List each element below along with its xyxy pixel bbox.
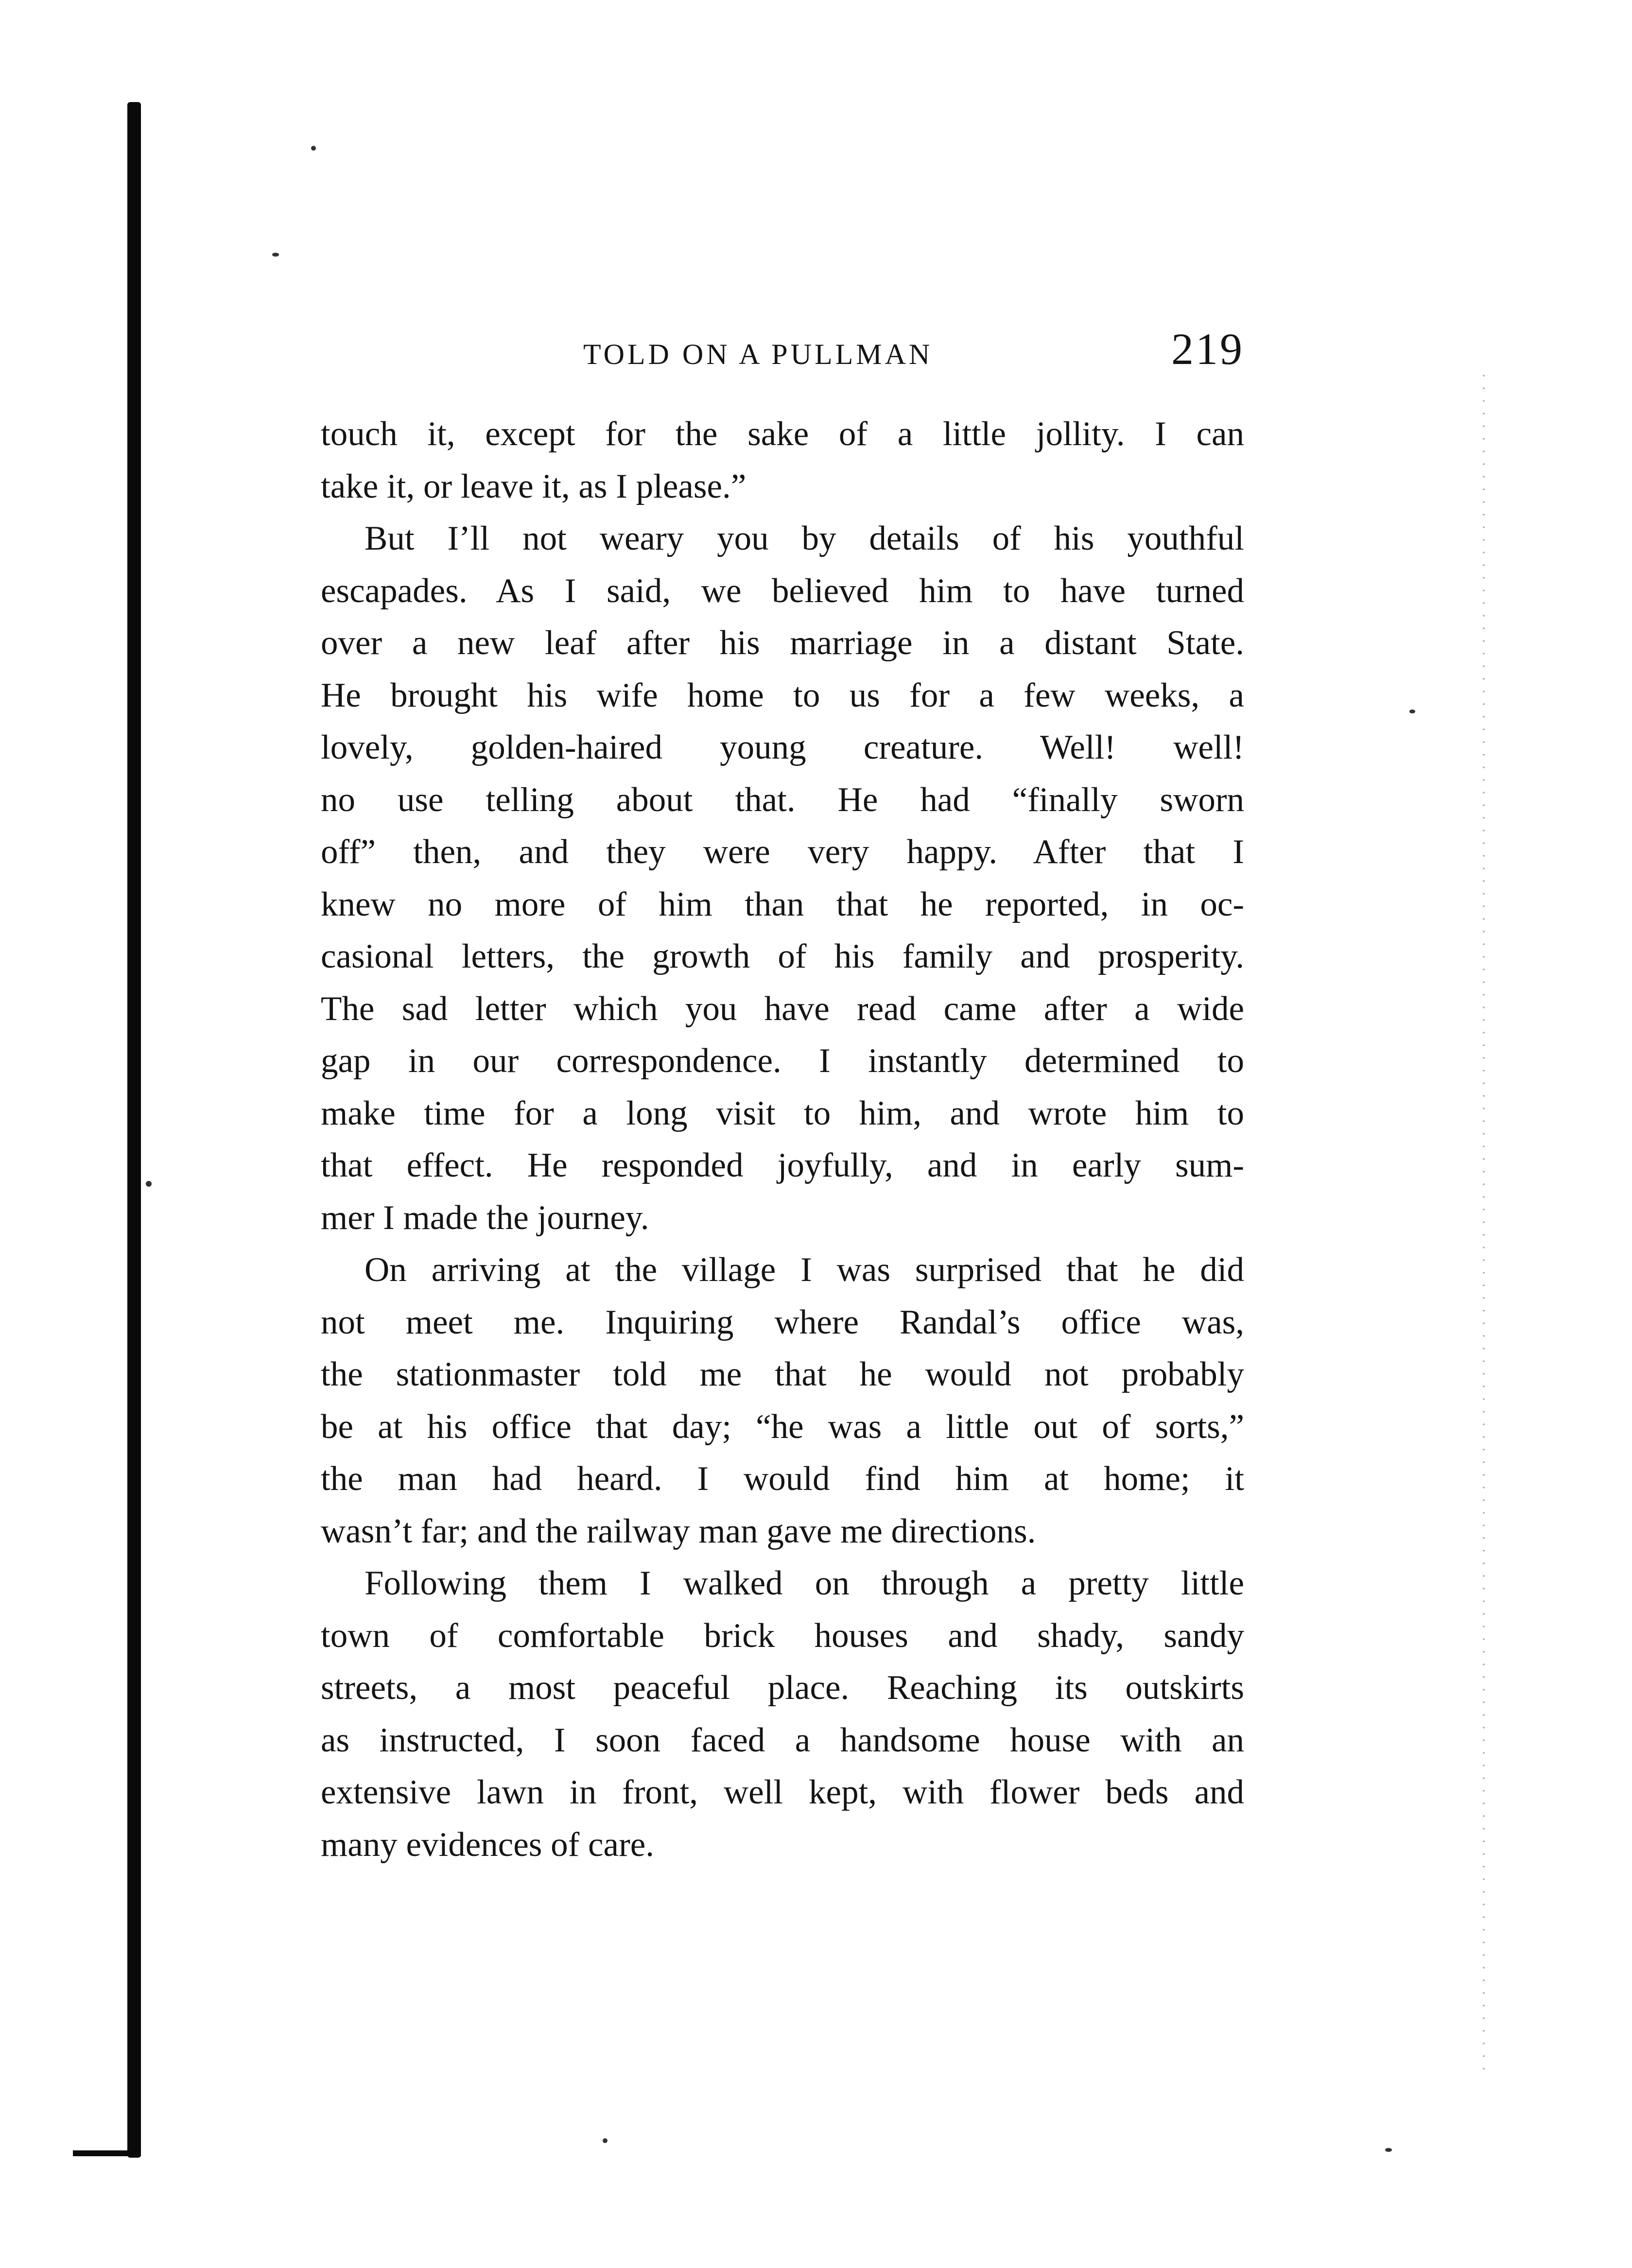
text-line: The sad letter which you have read came after a wide (321, 989, 1244, 1028)
text-line: make time for a long visit to him, and wrote him to (321, 1094, 1244, 1132)
text-line: as instructed, I soon faced a handsome house with an (321, 1721, 1244, 1759)
paragraph (321, 513, 1244, 1244)
text-line: gap in our correspondence. I instantly determined to (321, 1042, 1244, 1080)
text-line: streets, a most peaceful place. Reaching its outskirts (321, 1669, 1244, 1707)
running-head (321, 323, 1244, 377)
text-line: be at his office that day; “he was a little out of sorts,” (321, 1407, 1244, 1446)
paragraph (321, 1558, 1244, 1871)
ink-speck (311, 146, 316, 151)
running-head-title: TOLD ON A PULLMAN (583, 338, 933, 370)
page-number: 219 (1171, 324, 1244, 374)
ink-speck (1385, 2148, 1392, 2152)
text-line: wasn’t far; and the railway man gave me directions. (321, 1512, 1036, 1550)
text-line: casional letters, the growth of his family and prosperity. (321, 937, 1244, 975)
ink-speck (272, 253, 279, 257)
ink-speck (146, 1181, 152, 1187)
binding-shadow (127, 102, 141, 2158)
page-edge-speckle (1482, 369, 1485, 2070)
text-line: extensive lawn in front, well kept, with flower beds and (321, 1773, 1244, 1811)
text-line: many evidences of care. (321, 1825, 654, 1864)
text-line: that effect. He responded joyfully, and in early sum- (321, 1146, 1244, 1184)
text-line: the stationmaster told me that he would not probably (321, 1355, 1244, 1393)
paragraph (321, 1244, 1244, 1558)
text-line: knew no more of him than that he reported, in oc- (321, 885, 1244, 923)
text-line: Following them I walked on through a pretty little (365, 1564, 1244, 1602)
text-line: not meet me. Inquiring where Randal’s office was, (321, 1303, 1244, 1341)
text-line: He brought his wife home to us for a few weeks, a (321, 676, 1244, 714)
text-line: lovely, golden-haired young creature. Well! well! (321, 728, 1244, 766)
text-line: off” then, and they were very happy. After that I (321, 833, 1244, 871)
text-line: mer I made the journey. (321, 1198, 649, 1237)
text-line: take it, or leave it, as I please.” (321, 467, 747, 505)
text-line: escapades. As I said, we believed him to have turned (321, 571, 1244, 610)
text-line: town of comfortable brick houses and shady, sandy (321, 1616, 1244, 1655)
ink-speck (1409, 710, 1415, 713)
text-line: the man had heard. I would find him at home; it (321, 1460, 1244, 1498)
ink-speck (603, 2138, 608, 2143)
text-line: touch it, except for the sake of a little jollity. I can (321, 415, 1244, 453)
text-line: On arriving at the village I was surprised that he did (365, 1251, 1244, 1289)
text-line: no use telling about that. He had “finally sworn (321, 780, 1244, 819)
text-line: But I’ll not weary you by details of his youthful (365, 519, 1244, 557)
paragraph (321, 408, 1244, 513)
text-line: over a new leaf after his marriage in a distant State. (321, 624, 1244, 662)
body-text (321, 408, 1244, 1871)
binding-shadow-foot (73, 2150, 141, 2156)
